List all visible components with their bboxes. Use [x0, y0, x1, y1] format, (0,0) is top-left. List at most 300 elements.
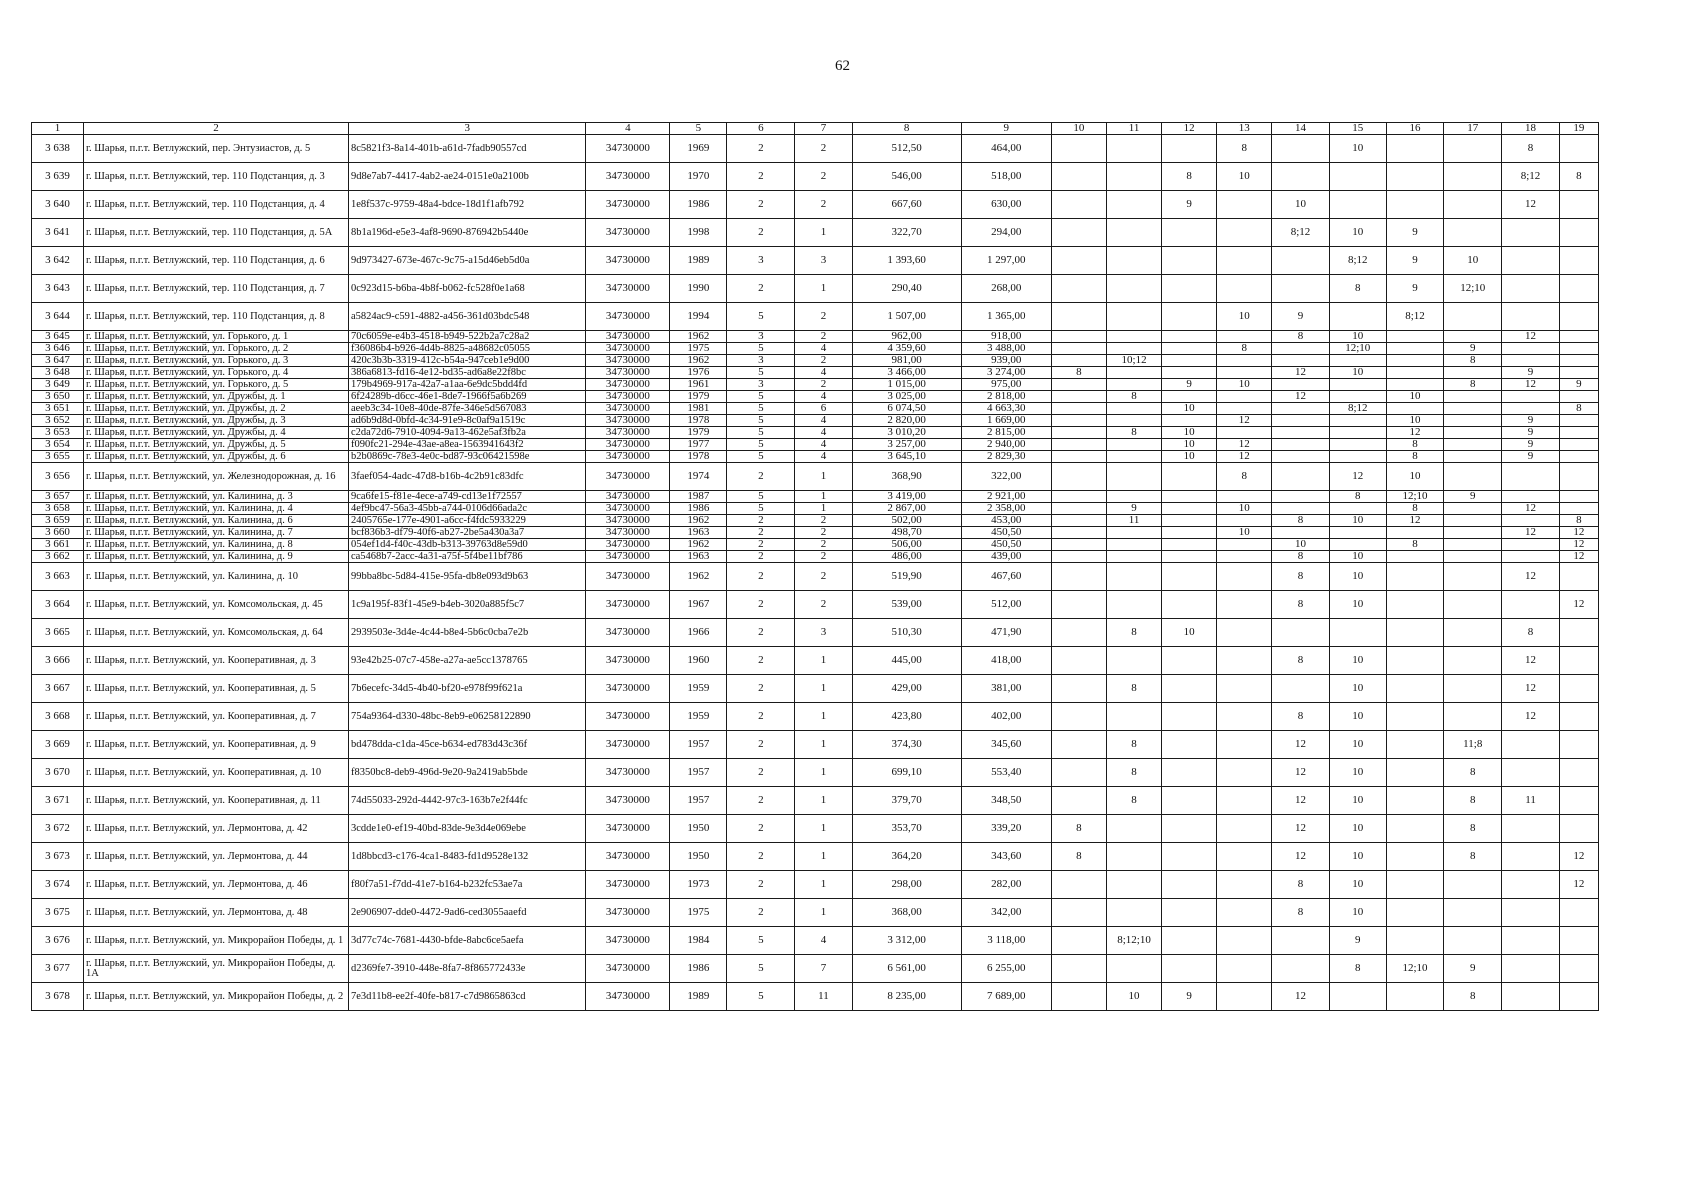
value-cell [1559, 427, 1598, 439]
value-cell [1217, 427, 1272, 439]
value-cell [1559, 647, 1598, 675]
value-cell: 10 [1329, 135, 1386, 163]
value-cell: 12 [1272, 367, 1329, 379]
value-cell [1272, 355, 1329, 367]
value-cell [1272, 955, 1329, 983]
table-row [32, 491, 1599, 503]
table-row [32, 731, 1599, 759]
value-cell [1106, 815, 1161, 843]
value-cell [1329, 503, 1386, 515]
value-cell [1444, 135, 1502, 163]
column-header: 10 [1051, 123, 1106, 135]
address-cell: г. Шарья, п.г.т. Ветлужский, ул. Кооперативная, д. 11 [83, 787, 348, 815]
value-cell: 9 [1162, 191, 1217, 219]
value-cell: 4 [795, 451, 852, 463]
value-cell: 8;12 [1272, 219, 1329, 247]
value-cell [1051, 955, 1106, 983]
value-cell: 34730000 [586, 343, 670, 355]
value-cell [1051, 927, 1106, 955]
value-cell: 1967 [670, 591, 727, 619]
value-cell [1106, 247, 1161, 275]
value-cell [1051, 515, 1106, 527]
value-cell: 34730000 [586, 439, 670, 451]
value-cell [1051, 871, 1106, 899]
row-number-cell: 3 678 [32, 983, 84, 1011]
value-cell [1329, 439, 1386, 451]
value-cell [1444, 191, 1502, 219]
value-cell [1217, 591, 1272, 619]
value-cell: 3 419,00 [852, 491, 961, 503]
column-header: 14 [1272, 123, 1329, 135]
value-cell [1386, 731, 1443, 759]
value-cell: 342,00 [961, 899, 1051, 927]
value-cell: 5 [727, 983, 795, 1011]
value-cell [1217, 367, 1272, 379]
value-cell [1559, 439, 1598, 451]
value-cell: 2 867,00 [852, 503, 961, 515]
value-cell [1217, 843, 1272, 871]
value-cell: 3 118,00 [961, 927, 1051, 955]
value-cell: 2 [795, 191, 852, 219]
value-cell [1217, 539, 1272, 551]
value-cell [1217, 491, 1272, 503]
value-cell [1502, 355, 1559, 367]
value-cell: 12 [1217, 439, 1272, 451]
row-number-cell: 3 670 [32, 759, 84, 787]
value-cell [1106, 379, 1161, 391]
address-cell: г. Шарья, п.г.т. Ветлужский, тер. 110 Подстанция, д. 7 [83, 275, 348, 303]
value-cell [1444, 675, 1502, 703]
value-cell [1444, 503, 1502, 515]
value-cell [1386, 527, 1443, 539]
value-cell [1329, 391, 1386, 403]
value-cell [1217, 403, 1272, 415]
address-cell: г. Шарья, п.г.т. Ветлужский, ул. Калинина, д. 10 [83, 563, 348, 591]
guid-cell: f8350bc8-deb9-496d-9e20-9a2419ab5bde [348, 759, 585, 787]
value-cell [1217, 703, 1272, 731]
value-cell [1386, 927, 1443, 955]
value-cell [1217, 355, 1272, 367]
value-cell: 9 [1502, 367, 1559, 379]
value-cell: 34730000 [586, 163, 670, 191]
value-cell [1051, 391, 1106, 403]
value-cell: 34730000 [586, 843, 670, 871]
value-cell [1162, 539, 1217, 551]
value-cell [1559, 355, 1598, 367]
value-cell [1386, 403, 1443, 415]
value-cell [1329, 983, 1386, 1011]
value-cell: 8 [1444, 843, 1502, 871]
value-cell: 1 [795, 463, 852, 491]
column-header: 13 [1217, 123, 1272, 135]
value-cell [1272, 451, 1329, 463]
value-cell: 8;12 [1386, 303, 1443, 331]
address-cell: г. Шарья, п.г.т. Ветлужский, тер. 110 Подстанция, д. 6 [83, 247, 348, 275]
value-cell [1502, 983, 1559, 1011]
value-cell: 12 [1272, 731, 1329, 759]
value-cell: 34730000 [586, 899, 670, 927]
value-cell: 2 [727, 219, 795, 247]
address-cell: г. Шарья, п.г.т. Ветлужский, ул. Дружбы, д. 3 [83, 415, 348, 427]
value-cell: 34730000 [586, 355, 670, 367]
table-row [32, 403, 1599, 415]
column-header: 7 [795, 123, 852, 135]
value-cell [1386, 379, 1443, 391]
value-cell: 1957 [670, 731, 727, 759]
value-cell [1106, 527, 1161, 539]
address-cell: г. Шарья, п.г.т. Ветлужский, ул. Горького, д. 2 [83, 343, 348, 355]
value-cell [1051, 415, 1106, 427]
value-cell [1217, 515, 1272, 527]
value-cell [1162, 927, 1217, 955]
value-cell: 10;12 [1106, 355, 1161, 367]
value-cell: 8 [1444, 983, 1502, 1011]
value-cell: 1973 [670, 871, 727, 899]
value-cell: 345,60 [961, 731, 1051, 759]
value-cell: 379,70 [852, 787, 961, 815]
value-cell: 8 [1444, 815, 1502, 843]
value-cell [1386, 591, 1443, 619]
guid-cell: a5824ac9-c591-4882-a456-361d03bdc548 [348, 303, 585, 331]
value-cell: 2 [727, 163, 795, 191]
column-header: 8 [852, 123, 961, 135]
value-cell: 519,90 [852, 563, 961, 591]
value-cell [1272, 463, 1329, 491]
table-row [32, 191, 1599, 219]
address-cell: г. Шарья, п.г.т. Ветлужский, ул. Кооперативная, д. 7 [83, 703, 348, 731]
value-cell: 518,00 [961, 163, 1051, 191]
value-cell: 9 [1444, 955, 1502, 983]
value-cell: 1989 [670, 983, 727, 1011]
value-cell: 12 [1502, 331, 1559, 343]
value-cell: 939,00 [961, 355, 1051, 367]
table-row [32, 367, 1599, 379]
value-cell [1559, 675, 1598, 703]
value-cell: 2 [727, 275, 795, 303]
value-cell: 34730000 [586, 703, 670, 731]
value-cell [1559, 731, 1598, 759]
value-cell: 1970 [670, 163, 727, 191]
value-cell: 7 689,00 [961, 983, 1051, 1011]
value-cell: 12 [1502, 675, 1559, 703]
value-cell: 2 [727, 815, 795, 843]
value-cell [1502, 759, 1559, 787]
value-cell: 962,00 [852, 331, 961, 343]
value-cell: 12 [1217, 415, 1272, 427]
value-cell [1162, 703, 1217, 731]
value-cell: 8 [1272, 515, 1329, 527]
value-cell [1444, 451, 1502, 463]
row-number-cell: 3 665 [32, 619, 84, 647]
value-cell [1559, 135, 1598, 163]
value-cell: 512,00 [961, 591, 1051, 619]
value-cell: 8 [1272, 591, 1329, 619]
guid-cell: 420c3b3b-3319-412c-b54a-947ceb1e9d00 [348, 355, 585, 367]
value-cell [1162, 463, 1217, 491]
value-cell: 11 [1502, 787, 1559, 815]
value-cell: 2 [727, 787, 795, 815]
value-cell: 1962 [670, 331, 727, 343]
value-cell [1502, 491, 1559, 503]
value-cell: 1 [795, 843, 852, 871]
value-cell: 9 [1444, 491, 1502, 503]
value-cell [1051, 331, 1106, 343]
value-cell [1444, 619, 1502, 647]
value-cell: 1962 [670, 355, 727, 367]
value-cell [1559, 219, 1598, 247]
value-cell [1106, 463, 1161, 491]
column-header: 1 [32, 123, 84, 135]
value-cell: 1986 [670, 503, 727, 515]
address-cell: г. Шарья, п.г.т. Ветлужский, тер. 110 Подстанция, д. 4 [83, 191, 348, 219]
value-cell: 3 466,00 [852, 367, 961, 379]
value-cell: 12 [1502, 527, 1559, 539]
value-cell [1162, 343, 1217, 355]
value-cell [1502, 303, 1559, 331]
value-cell: 34730000 [586, 515, 670, 527]
column-header: 17 [1444, 123, 1502, 135]
value-cell: 2 [727, 647, 795, 675]
value-cell: 10 [1386, 415, 1443, 427]
value-cell [1386, 675, 1443, 703]
value-cell [1444, 463, 1502, 491]
value-cell [1444, 551, 1502, 563]
row-number-cell: 3 664 [32, 591, 84, 619]
value-cell: 5 [727, 403, 795, 415]
value-cell: 34730000 [586, 927, 670, 955]
value-cell: 34730000 [586, 871, 670, 899]
value-cell: 6 561,00 [852, 955, 961, 983]
value-cell [1272, 135, 1329, 163]
value-cell: 10 [1444, 247, 1502, 275]
value-cell: 34730000 [586, 331, 670, 343]
value-cell: 8;12 [1329, 403, 1386, 415]
value-cell [1444, 563, 1502, 591]
table-row [32, 463, 1599, 491]
value-cell [1444, 539, 1502, 551]
value-cell: 1 507,00 [852, 303, 961, 331]
value-cell: 8 [1272, 647, 1329, 675]
value-cell: 1961 [670, 379, 727, 391]
value-cell: 418,00 [961, 647, 1051, 675]
value-cell [1559, 759, 1598, 787]
row-number-cell: 3 652 [32, 415, 84, 427]
value-cell [1559, 247, 1598, 275]
value-cell: 34730000 [586, 647, 670, 675]
value-cell: 10 [1217, 379, 1272, 391]
value-cell [1559, 491, 1598, 503]
value-cell [1502, 391, 1559, 403]
value-cell: 34730000 [586, 379, 670, 391]
value-cell [1106, 331, 1161, 343]
value-cell: 2 829,30 [961, 451, 1051, 463]
value-cell: 8 [1272, 563, 1329, 591]
table-row [32, 427, 1599, 439]
guid-cell: bcf836b3-df79-40f6-ab27-2be5a430a3a7 [348, 527, 585, 539]
table-row [32, 871, 1599, 899]
value-cell: 450,50 [961, 539, 1051, 551]
value-cell [1444, 415, 1502, 427]
value-cell: 6 [795, 403, 852, 415]
value-cell [1559, 619, 1598, 647]
value-cell [1051, 591, 1106, 619]
value-cell: 8 [1329, 491, 1386, 503]
value-cell: 12 [1559, 591, 1598, 619]
value-cell [1559, 275, 1598, 303]
guid-cell: 93e42b25-07c7-458e-a27a-ae5cc1378765 [348, 647, 585, 675]
value-cell: 34730000 [586, 527, 670, 539]
value-cell: 8 [1272, 331, 1329, 343]
value-cell: 2 [727, 871, 795, 899]
value-cell [1386, 983, 1443, 1011]
value-cell: 8 [1444, 355, 1502, 367]
value-cell: 10 [1329, 843, 1386, 871]
value-cell: 2 [727, 563, 795, 591]
value-cell: 1 365,00 [961, 303, 1051, 331]
row-number-cell: 3 674 [32, 871, 84, 899]
value-cell: 34730000 [586, 219, 670, 247]
value-cell [1502, 899, 1559, 927]
value-cell: 8 [1162, 163, 1217, 191]
address-cell: г. Шарья, п.г.т. Ветлужский, ул. Дружбы, д. 5 [83, 439, 348, 451]
value-cell [1444, 515, 1502, 527]
value-cell [1386, 343, 1443, 355]
value-cell [1329, 539, 1386, 551]
value-cell: 402,00 [961, 703, 1051, 731]
value-cell [1386, 367, 1443, 379]
value-cell: 12 [1502, 703, 1559, 731]
value-cell [1329, 451, 1386, 463]
value-cell: 2 [795, 527, 852, 539]
value-cell: 4 [795, 415, 852, 427]
value-cell: 2 [727, 591, 795, 619]
value-cell [1386, 563, 1443, 591]
value-cell: 12 [1272, 983, 1329, 1011]
value-cell [1162, 355, 1217, 367]
value-cell [1502, 843, 1559, 871]
value-cell [1559, 955, 1598, 983]
value-cell: 8 [1217, 463, 1272, 491]
address-cell: г. Шарья, п.г.т. Ветлужский, ул. Комсомольская, д. 64 [83, 619, 348, 647]
value-cell: 10 [1329, 675, 1386, 703]
value-cell: 8 [1051, 367, 1106, 379]
value-cell [1329, 427, 1386, 439]
value-cell [1162, 551, 1217, 563]
value-cell: 10 [1329, 759, 1386, 787]
value-cell: 699,10 [852, 759, 961, 787]
value-cell: 10 [1217, 527, 1272, 539]
value-cell [1559, 983, 1598, 1011]
value-cell [1386, 551, 1443, 563]
value-cell: 1950 [670, 815, 727, 843]
value-cell: 8 [1106, 759, 1161, 787]
value-cell [1051, 675, 1106, 703]
address-cell: г. Шарья, п.г.т. Ветлужский, тер. 110 Подстанция, д. 3 [83, 163, 348, 191]
row-number-cell: 3 651 [32, 403, 84, 415]
value-cell [1217, 899, 1272, 927]
value-cell [1217, 551, 1272, 563]
value-cell [1502, 515, 1559, 527]
value-cell: 3 [795, 619, 852, 647]
table-row [32, 275, 1599, 303]
value-cell [1162, 367, 1217, 379]
value-cell: 2 [795, 331, 852, 343]
value-cell [1444, 303, 1502, 331]
value-cell: 9 [1559, 379, 1598, 391]
value-cell: 2 [795, 551, 852, 563]
value-cell: 1 [795, 219, 852, 247]
guid-cell: 6f24289b-d6cc-46e1-8de7-1966f5a6b269 [348, 391, 585, 403]
value-cell: 282,00 [961, 871, 1051, 899]
value-cell: 1969 [670, 135, 727, 163]
value-cell [1386, 871, 1443, 899]
guid-cell: 2939503e-3d4e-4c44-b8e4-5b6c0cba7e2b [348, 619, 585, 647]
address-cell: г. Шарья, п.г.т. Ветлужский, ул. Калинина, д. 8 [83, 539, 348, 551]
value-cell: 3 257,00 [852, 439, 961, 451]
value-cell: 10 [1329, 871, 1386, 899]
value-cell: 5 [727, 303, 795, 331]
value-cell: 8 [1559, 403, 1598, 415]
column-header: 16 [1386, 123, 1443, 135]
value-cell: 981,00 [852, 355, 961, 367]
value-cell [1162, 731, 1217, 759]
row-number-cell: 3 673 [32, 843, 84, 871]
value-cell [1272, 439, 1329, 451]
value-cell: 8 [1329, 275, 1386, 303]
table-row [32, 331, 1599, 343]
value-cell: 12 [1329, 463, 1386, 491]
value-cell [1106, 439, 1161, 451]
value-cell [1106, 703, 1161, 731]
value-cell [1444, 403, 1502, 415]
value-cell [1386, 135, 1443, 163]
value-cell [1051, 247, 1106, 275]
value-cell [1386, 899, 1443, 927]
value-cell: 34730000 [586, 391, 670, 403]
value-cell: 10 [1217, 503, 1272, 515]
value-cell [1051, 731, 1106, 759]
value-cell [1106, 591, 1161, 619]
column-header: 5 [670, 123, 727, 135]
value-cell: 546,00 [852, 163, 961, 191]
value-cell: 1 297,00 [961, 247, 1051, 275]
table-row [32, 983, 1599, 1011]
guid-cell: 386a6813-fd16-4e12-bd35-ad6a8e22f8bc [348, 367, 585, 379]
value-cell: 10 [1162, 427, 1217, 439]
value-cell [1386, 647, 1443, 675]
table-row [32, 391, 1599, 403]
row-number-cell: 3 655 [32, 451, 84, 463]
value-cell [1502, 247, 1559, 275]
value-cell: 12 [1502, 379, 1559, 391]
value-cell [1051, 563, 1106, 591]
value-cell: 8 [1386, 539, 1443, 551]
guid-cell: aeeb3c34-10e8-40de-87fe-346e5d567083 [348, 403, 585, 415]
value-cell [1106, 415, 1161, 427]
value-cell [1162, 391, 1217, 403]
value-cell [1162, 563, 1217, 591]
value-cell: 1987 [670, 491, 727, 503]
value-cell [1329, 379, 1386, 391]
row-number-cell: 3 656 [32, 463, 84, 491]
value-cell: 5 [727, 367, 795, 379]
value-cell [1106, 843, 1161, 871]
guid-cell: 2405765e-177e-4901-a6cc-f4fdc5933229 [348, 515, 585, 527]
value-cell: 381,00 [961, 675, 1051, 703]
value-cell [1051, 899, 1106, 927]
value-cell [1106, 343, 1161, 355]
value-cell: 12 [1502, 191, 1559, 219]
